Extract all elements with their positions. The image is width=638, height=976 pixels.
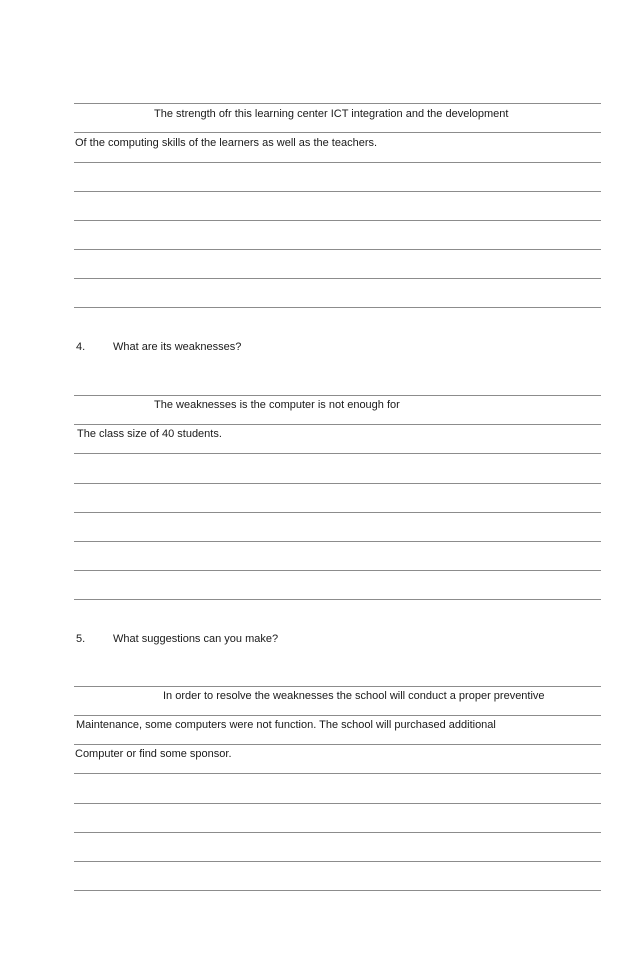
answer-line-rule [74,103,601,104]
answer-line-rule [74,132,601,133]
answer-text: The class size of 40 students. [77,428,222,440]
answer-line-rule [74,483,601,484]
answer-line-rule [74,861,601,862]
answer-text: Of the computing skills of the learners as well as the teachers. [75,137,378,149]
question-number: 4. [76,341,86,353]
answer-line-rule [74,541,601,542]
answer-line-rule [74,715,601,716]
question-number: 5. [76,633,86,645]
answer-line-rule [74,453,601,454]
answer-line-rule [74,512,601,513]
answer-line-rule [74,803,601,804]
answer-text: In order to resolve the weaknesses the school will conduct a proper preventive [163,690,545,702]
answer-line-rule [74,162,601,163]
answer-line-rule [74,278,601,279]
question-text: What are its weaknesses? [113,341,242,353]
answer-line-rule [74,424,601,425]
answer-line-rule [74,686,601,687]
answer-line-rule [74,773,601,774]
answer-line-rule [74,599,601,600]
answer-line-rule [74,191,601,192]
answer-line-rule [74,249,601,250]
answer-line-rule [74,832,601,833]
answer-text: The strength ofr this learning center ICT integration and the development [154,108,509,120]
answer-text: Computer or find some sponsor. [75,748,232,760]
answer-line-rule [74,744,601,745]
answer-line-rule [74,220,601,221]
answer-text: The weaknesses is the computer is not enough for [154,399,400,411]
answer-text: Maintenance, some computers were not function. The school will purchased additional [76,719,496,731]
answer-line-rule [74,570,601,571]
question-text: What suggestions can you make? [113,633,279,645]
answer-line-rule [74,890,601,891]
answer-line-rule [74,395,601,396]
answer-line-rule [74,307,601,308]
